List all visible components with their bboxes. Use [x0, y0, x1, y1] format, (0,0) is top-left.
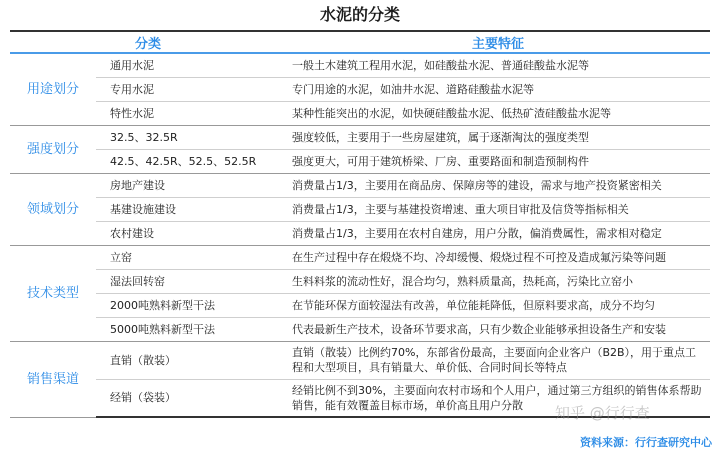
desc-cell: 直销（散装）比例约70%，东部省份最高，主要面向企业客户（B2B），用于重点工程和大型项目，具有销量大、单价低、合同时间长等特点: [286, 341, 710, 379]
table-row: [10, 125, 710, 149]
table-row: [10, 173, 710, 197]
header-category: 分类: [10, 31, 286, 53]
category-cell: 销售渠道: [10, 341, 96, 417]
table-row: [10, 77, 710, 101]
page-title: 水泥的分类: [319, 5, 400, 24]
table-row: [10, 221, 710, 245]
desc-cell: 生料料浆的流动性好，混合均匀，熟料质量高，热耗高，污染比立窑小: [286, 269, 710, 293]
table-row: [10, 53, 710, 77]
category-cell: 用途划分: [10, 53, 96, 125]
header-features: 主要特征: [286, 31, 710, 53]
category-cell: 技术类型: [10, 245, 96, 341]
desc-cell: 代表最新生产技术，设备环节要求高，只有少数企业能够承担设备生产和安装: [286, 317, 710, 341]
desc-cell: 某种性能突出的水泥，如快硬硅酸盐水泥、低热矿渣硅酸盐水泥等: [286, 101, 710, 125]
item-cell: 通用水泥: [96, 53, 286, 77]
item-cell: 42.5、42.5R、52.5、52.5R: [96, 149, 286, 173]
table-row: [10, 101, 710, 125]
source-note: 资料来源：行行查研究中心: [580, 436, 712, 449]
item-cell: 直销（散装）: [96, 341, 286, 379]
category-cell: 领域划分: [10, 173, 96, 245]
table-row: [10, 269, 710, 293]
desc-cell: 消费量占1/3，主要与基建投资增速、重大项目审批及信贷等指标相关: [286, 197, 710, 221]
desc-cell: 强度较低，主要用于一些房屋建筑，属于逐渐淘汰的强度类型: [286, 125, 710, 149]
table-row: [10, 317, 710, 341]
table-row: [10, 149, 710, 173]
watermark: 知乎 @行行查: [555, 404, 650, 422]
table-row: [10, 293, 710, 317]
desc-cell: 一般土木建筑工程用水泥，如硅酸盐水泥、普通硅酸盐水泥等: [286, 53, 710, 77]
item-cell: 立窑: [96, 245, 286, 269]
item-cell: 湿法回转窑: [96, 269, 286, 293]
table-row: [10, 341, 710, 379]
category-cell: 强度划分: [10, 125, 96, 173]
table-row: [10, 245, 710, 269]
item-cell: 经销（袋装）: [96, 379, 286, 417]
desc-cell: 强度更大，可用于建筑桥梁、厂房、重要路面和制造预制构件: [286, 149, 710, 173]
item-cell: 房地产建设: [96, 173, 286, 197]
desc-cell: 消费量占1/3，主要用在农村自建房，用户分散，偏消费属性，需求相对稳定: [286, 221, 710, 245]
item-cell: 特性水泥: [96, 101, 286, 125]
item-cell: 专用水泥: [96, 77, 286, 101]
desc-cell: 在生产过程中存在煅烧不均、冷却缓慢、煅烧过程不可控及造成氟污染等问题: [286, 245, 710, 269]
item-cell: 农村建设: [96, 221, 286, 245]
desc-cell: 在节能环保方面较湿法有改善，单位能耗降低，但原料要求高，成分不均匀: [286, 293, 710, 317]
desc-cell: 经销比例不到30%，主要面向农村市场和个人用户，通过第三方组织的销售体系帮助销售，能有效覆盖目标市场，单价高且用户分散: [286, 379, 710, 417]
item-cell: 5000吨熟料新型干法: [96, 317, 286, 341]
desc-cell: 专门用途的水泥，如油井水泥、道路硅酸盐水泥等: [286, 77, 710, 101]
table-row: [10, 197, 710, 221]
item-cell: 32.5、32.5R: [96, 125, 286, 149]
item-cell: 基建设施建设: [96, 197, 286, 221]
desc-cell: 消费量占1/3，主要用在商品房、保障房等的建设，需求与地产投资紧密相关: [286, 173, 710, 197]
table-header-row: [10, 31, 710, 53]
item-cell: 2000吨熟料新型干法: [96, 293, 286, 317]
classification-table: [10, 30, 710, 418]
